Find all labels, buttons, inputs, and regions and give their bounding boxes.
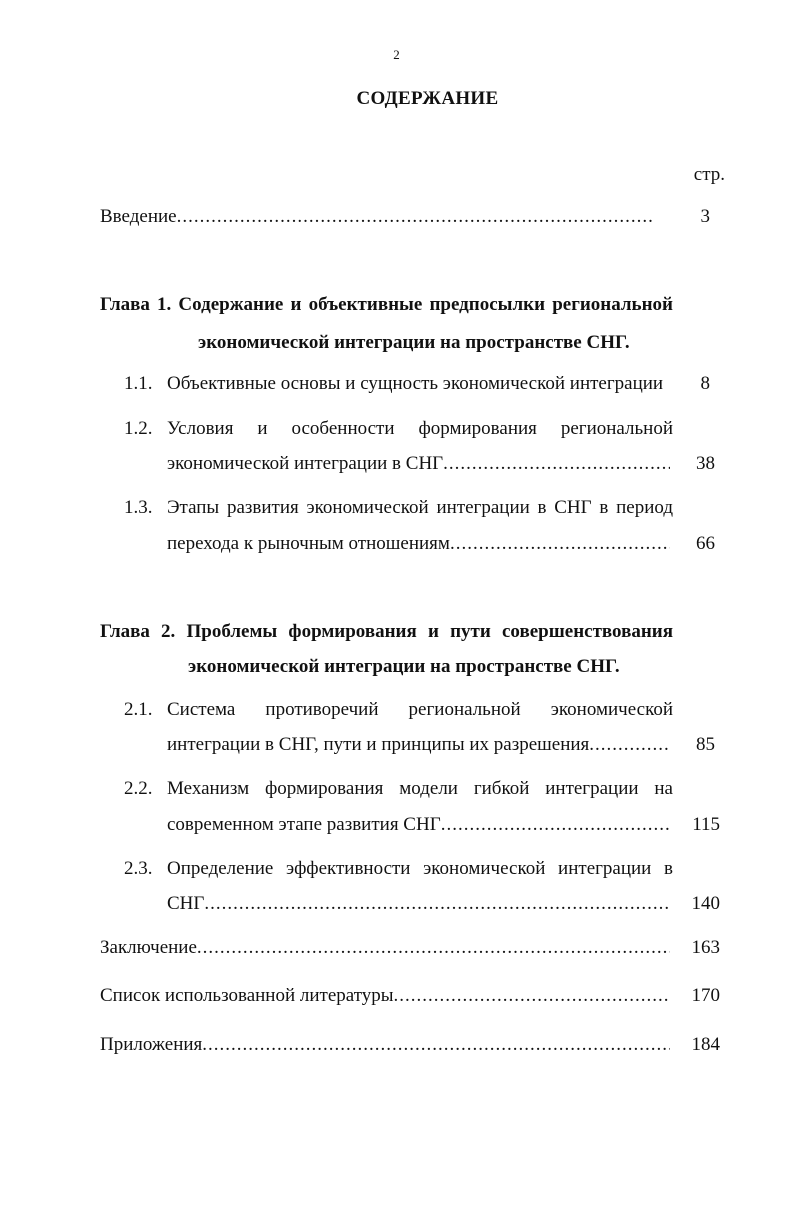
toc-entry-introduction[interactable] — [100, 206, 655, 228]
toc-entry-label: современном этапе развития СНГ — [167, 814, 441, 835]
toc-entry-page: 3 — [700, 206, 710, 227]
chapter-2-heading[interactable]: Глава 2. Проблемы формирования и пути совершенствования — [100, 621, 673, 642]
leader-dots — [443, 453, 670, 475]
chapter-1-heading-cont: экономической интеграции на пространстве СНГ. — [198, 332, 630, 353]
toc-entry-section-2-2[interactable]: Механизм формирования модели гибкой интеграции на — [167, 778, 673, 799]
leader-dots — [197, 937, 670, 959]
leader-dots — [204, 893, 670, 915]
toc-entry-conclusion[interactable] — [100, 937, 670, 959]
toc-entry-section-1-2[interactable]: Условия и особенности формирования региональной — [167, 418, 673, 439]
toc-entry-section-1-3-cont — [167, 533, 670, 555]
leader-dots — [441, 814, 670, 836]
toc-entry-section-2-1[interactable]: Система противоречий региональной экономической — [167, 699, 673, 720]
pages-column-label: стр. — [693, 164, 725, 185]
toc-entry-section-2-1-cont — [167, 734, 670, 756]
leader-dots — [202, 1034, 670, 1056]
leader-dots — [177, 206, 655, 228]
toc-entry-appendices[interactable] — [100, 1034, 670, 1056]
page-number: 2 — [393, 47, 400, 62]
toc-entry-section-2-2-cont — [167, 814, 670, 836]
toc-entry-label: СНГ — [167, 893, 205, 914]
toc-entry-label: интеграции в СНГ, пути и принципы их разрешения — [167, 734, 590, 755]
toc-entry-page: 38 — [696, 453, 715, 474]
page-title: СОДЕРЖАНИЕ — [356, 88, 499, 109]
section-number: 2.3. — [124, 858, 153, 879]
section-number: 1.3. — [124, 497, 153, 518]
toc-entry-page: 8 — [700, 373, 710, 394]
toc-entry-label: Заключение — [100, 937, 197, 958]
toc-entry-bibliography[interactable] — [100, 985, 670, 1007]
section-number: 2.2. — [124, 778, 153, 799]
toc-entry-page: 170 — [691, 985, 720, 1006]
section-number: 2.1. — [124, 699, 153, 720]
toc-entry-page: 140 — [691, 893, 720, 914]
toc-entry-page: 66 — [696, 533, 715, 554]
toc-entry-section-2-3-cont — [167, 893, 670, 915]
leader-dots — [450, 533, 670, 555]
leader-dots — [394, 985, 670, 1007]
toc-entry-page: 184 — [691, 1034, 720, 1055]
toc-entry-section-1-3[interactable]: Этапы развития экономической интеграции в СНГ в период — [167, 497, 673, 518]
toc-entry-page: 85 — [696, 734, 715, 755]
section-number: 1.2. — [124, 418, 153, 439]
toc-entry-section-2-3[interactable]: Определение эффективности экономической интеграции в — [167, 858, 673, 879]
toc-entry-label: экономической интеграции в СНГ — [167, 453, 444, 474]
toc-entry-section-1-1[interactable] — [167, 373, 687, 395]
toc-entry-label: Приложения — [100, 1034, 203, 1055]
toc-entry-label: Объективные основы и сущность экономической интеграции — [167, 373, 664, 394]
section-number: 1.1. — [124, 373, 153, 394]
toc-entry-section-1-2-cont — [167, 453, 670, 475]
chapter-1-heading[interactable]: Глава 1. Содержание и объективные предпосылки региональной — [100, 294, 673, 315]
toc-entry-page: 163 — [691, 937, 720, 958]
toc-entry-label: перехода к рыночным отношениям — [167, 533, 450, 554]
toc-entry-label: Список использованной литературы — [100, 985, 394, 1006]
chapter-2-heading-cont: экономической интеграции на пространстве СНГ. — [188, 656, 620, 677]
toc-entry-label: Введение — [100, 206, 177, 227]
leader-dots — [589, 734, 670, 756]
toc-entry-page: 115 — [692, 814, 720, 835]
